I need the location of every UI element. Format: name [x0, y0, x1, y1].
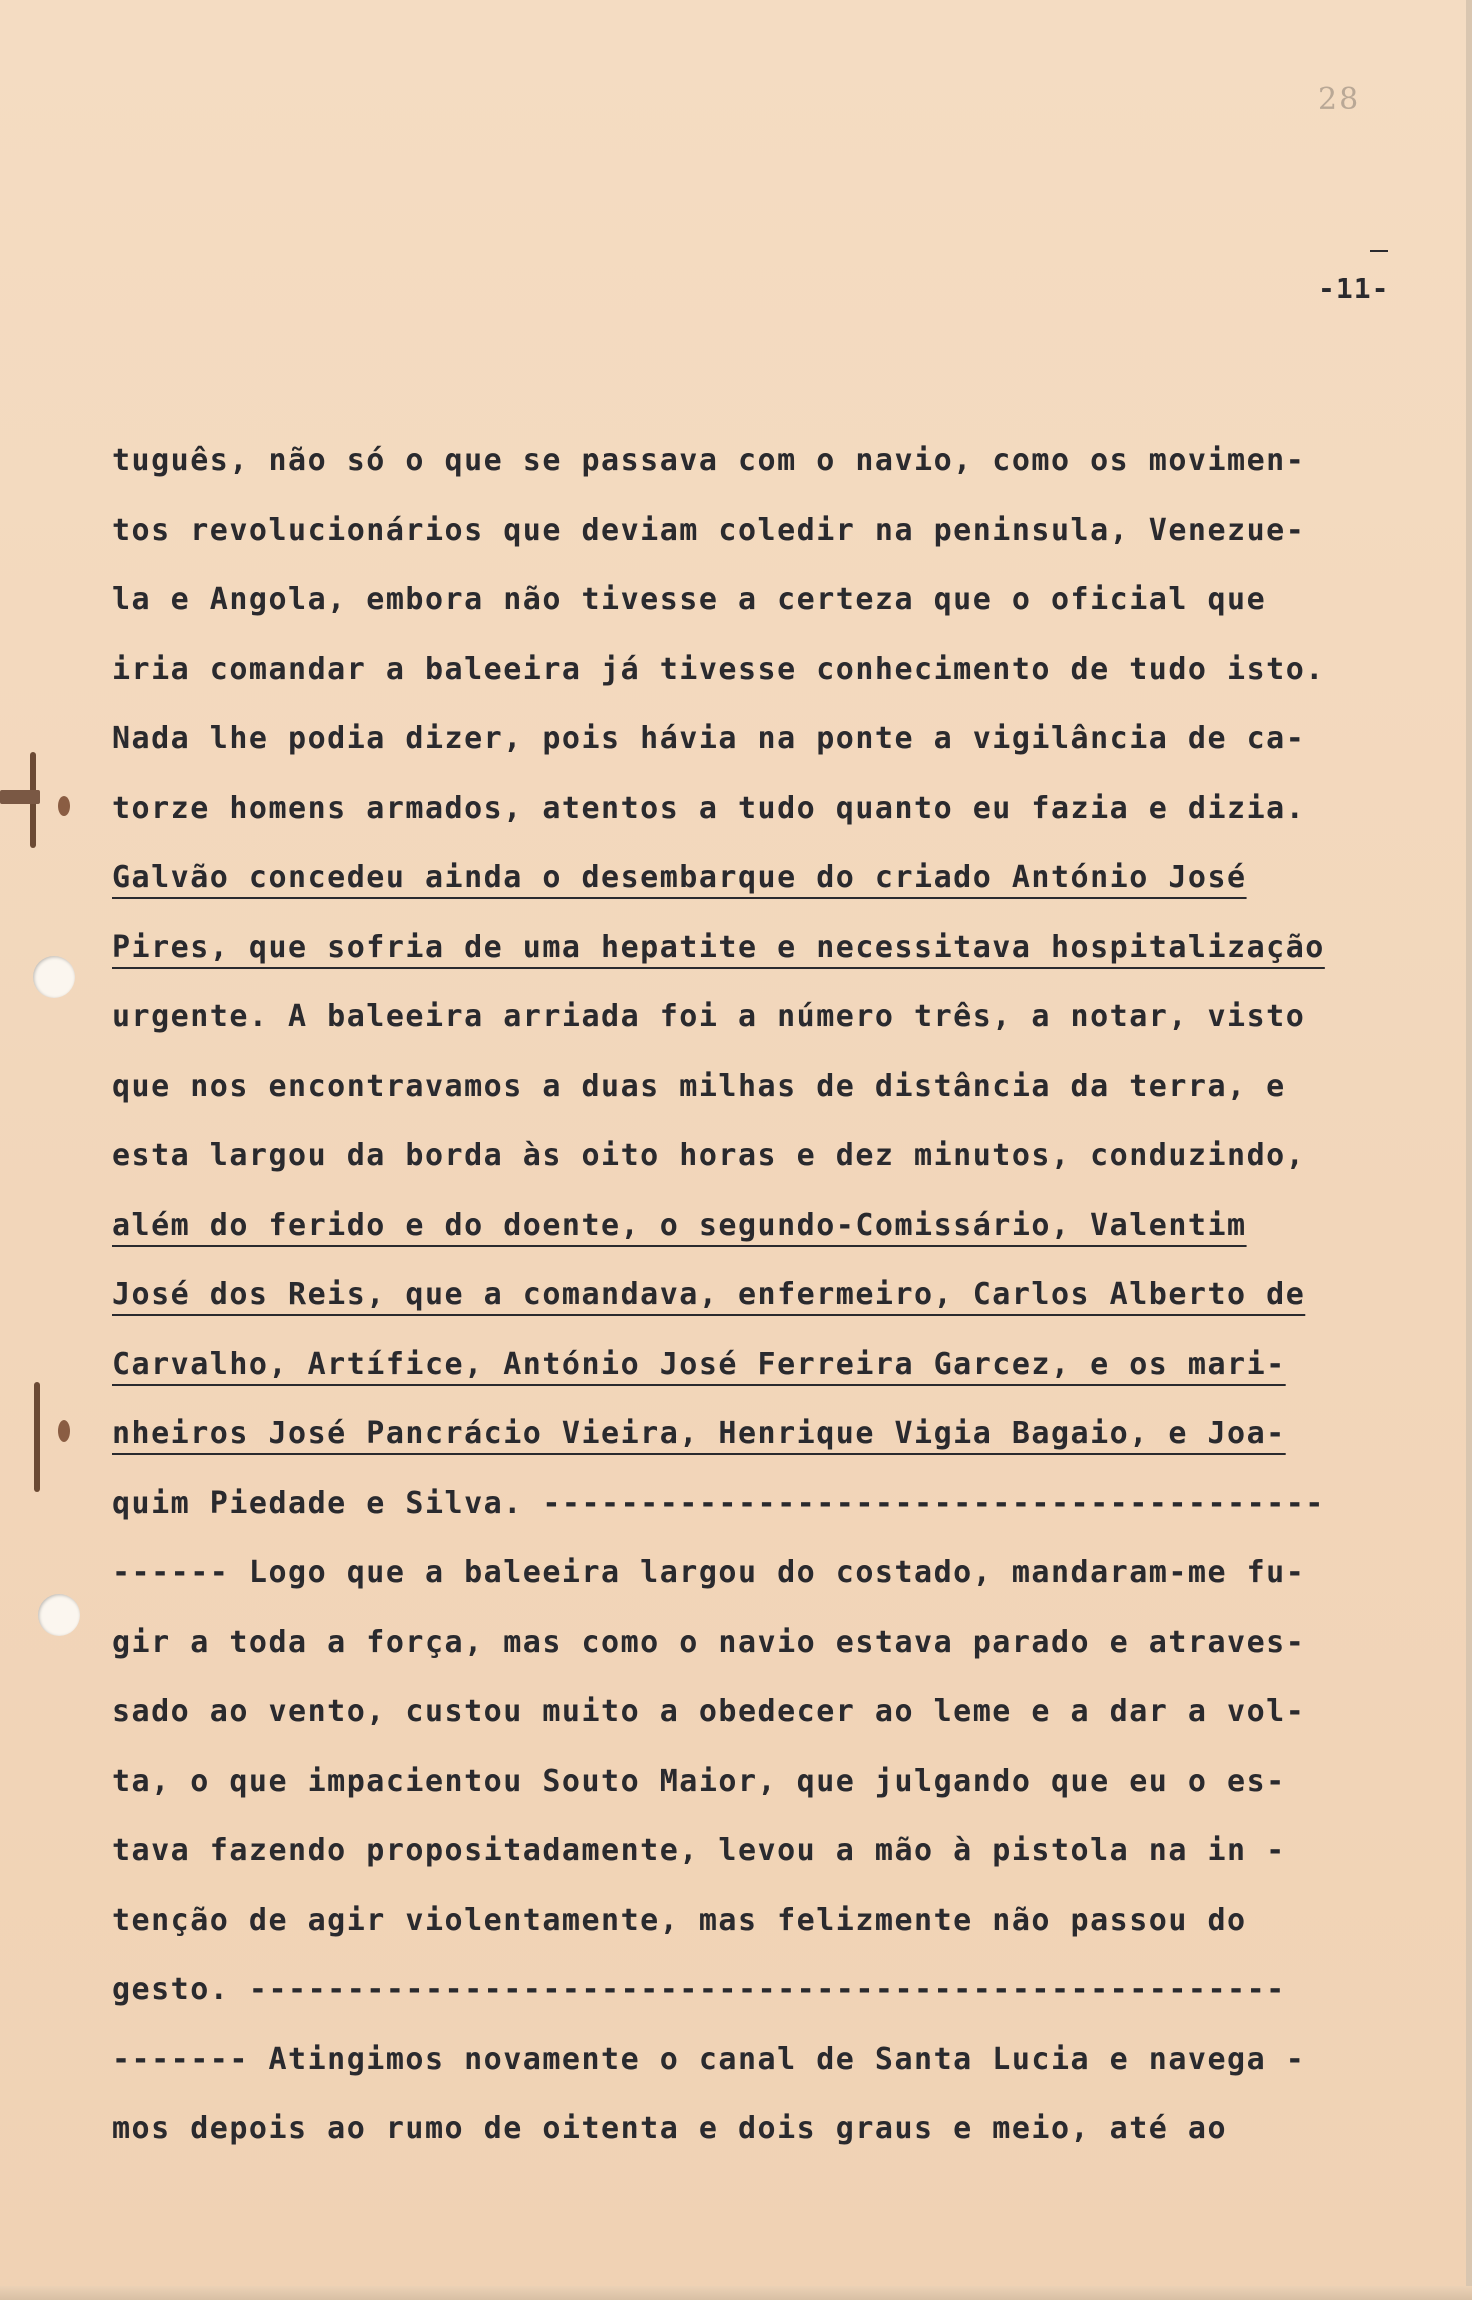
pencil-annotation: 28	[1318, 82, 1361, 117]
text-line: iria comandar a baleeira já tivesse conhecimento de tudo isto.	[112, 651, 1325, 687]
text-line: quim Piedade e Silva. ----------------------------------------	[112, 1485, 1325, 1521]
text-line: tuguês, não só o que se passava com o navio, como os movimen-	[112, 443, 1306, 478]
text-line: Carvalho, Artífice, António José Ferreira Garcez, e os mari-	[112, 1346, 1286, 1382]
text-line: além do ferido e do doente, o segundo-Comissário, Valentim	[112, 1207, 1247, 1243]
text-line: nheiros José Pancrácio Vieira, Henrique Vigia Bagaio, e Joa-	[112, 1416, 1286, 1451]
text-line: ta, o que impacientou Souto Maior, que julgando que eu o es-	[112, 1763, 1286, 1799]
punch-hole-top	[33, 956, 75, 998]
text-line: que nos encontravamos a duas milhas de distância da terra, e	[112, 1068, 1286, 1104]
text-line: Galvão concedeu ainda o desembarque do criado António José	[112, 860, 1247, 895]
text-line: torze homens armados, atentos a tudo quanto eu fazia e dizia.	[112, 790, 1306, 826]
text-line: urgente. A baleeira arriada foi a número três, a notar, visto	[112, 999, 1306, 1034]
text-line: Pires, que sofria de uma hepatite e necessitava hospitalização	[112, 929, 1325, 965]
text-line: tava fazendo propositadamente, levou a mão à pistola na in -	[112, 1833, 1286, 1868]
text-line: José dos Reis, que a comandava, enfermeiro, Carlos Alberto de	[112, 1277, 1306, 1312]
punch-hole-bottom	[38, 1594, 80, 1636]
text-line: tos revolucionários que deviam coledir na peninsula, Venezue-	[112, 512, 1306, 548]
text-line: ------ Logo que a baleeira largou do costado, mandaram-me fu-	[112, 1555, 1306, 1590]
text-line: esta largou da borda às oito horas e dez minutos, conduzindo,	[112, 1138, 1306, 1173]
rust-spot-top	[58, 796, 70, 816]
text-line: Nada lhe podia dizer, pois hávia na ponte a vigilância de ca-	[112, 721, 1306, 756]
clip-mark	[0, 790, 40, 804]
text-line: gesto. -----------------------------------------------------	[112, 1972, 1286, 2007]
paper-edge-right	[1466, 0, 1472, 2300]
text-line: sado ao vento, custou muito a obedecer ao leme e a dar a vol-	[112, 1694, 1306, 1729]
text-line: gir a toda a força, mas como o navio estava parado e atraves-	[112, 1624, 1306, 1660]
text-line: ------- Atingimos novamente o canal de Santa Lucia e navega -	[112, 2041, 1306, 2077]
typed-body-text	[112, 436, 1402, 2174]
staple-bottom	[34, 1382, 40, 1492]
rust-spot-bottom	[58, 1420, 70, 1442]
paper-edge-bottom	[0, 2286, 1472, 2300]
text-line: la e Angola, embora não tivesse a certeza que o oficial que	[112, 582, 1267, 617]
text-line: tenção de agir violentamente, mas felizmente não passou do	[112, 1902, 1247, 1938]
page-number: -11-	[1318, 272, 1390, 305]
text-line: mos depois ao rumo de oitenta e dois graus e meio, até ao	[112, 2111, 1228, 2146]
